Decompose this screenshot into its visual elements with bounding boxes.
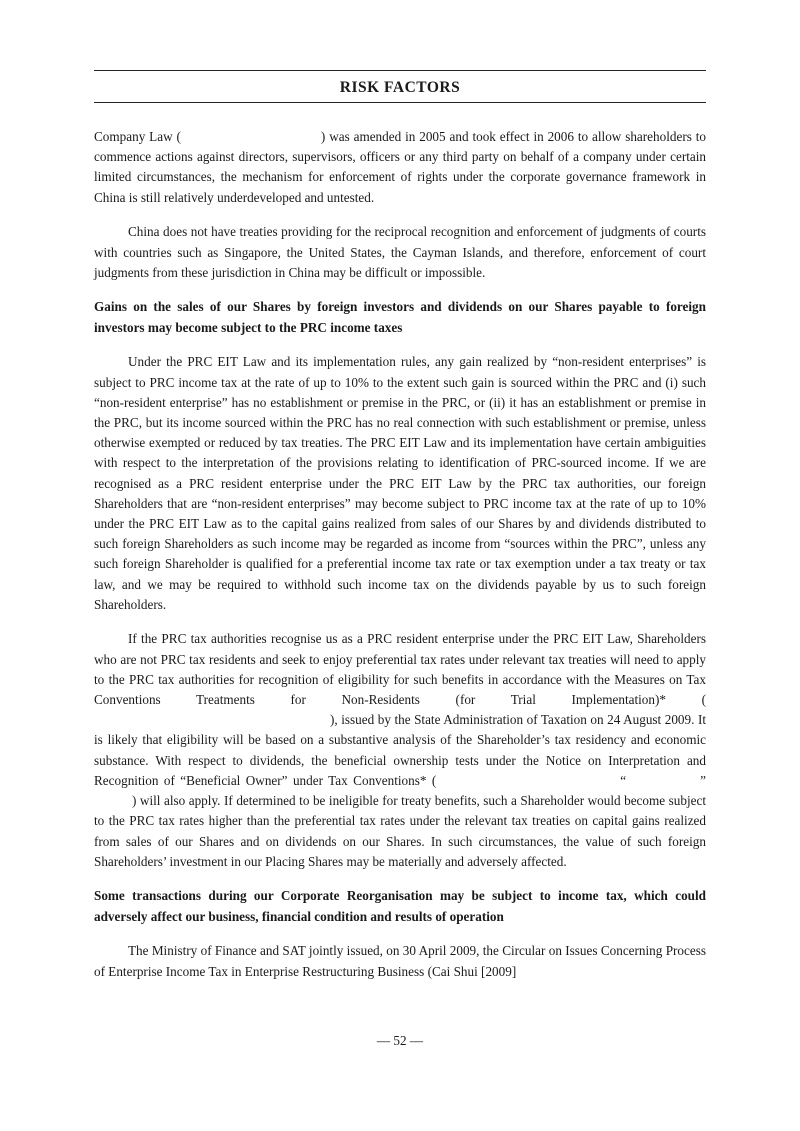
header-top-rule <box>94 70 706 71</box>
quote-mark: “ <box>620 772 627 788</box>
header-bottom-rule <box>94 102 706 103</box>
page-number: — 52 — <box>376 1033 424 1048</box>
paragraph-ministry-circular: The Ministry of Finance and SAT jointly issued, on 30 April 2009, the Circular on Issues Concerning Process of Enterprise Income Tax in Enterprise Restructuring Business (Cai Shui [2009] <box>94 943 706 979</box>
paragraph-text: Company Law ( <box>94 129 181 144</box>
page-title: RISK FACTORS <box>339 79 461 96</box>
paragraph-text: ) was amended in 2005 and took effect in 2006 to allow shareholders to commence actions against directors, supervisors, officers or any third party on behalf of a company under certain limited circumstances, the mechanism for enforcement of rights under the corporate governance framework in China is still relatively underdeveloped and untested. <box>94 129 707 205</box>
paragraph-text: ) will also apply. If determined to be ineligible for treaty benefits, such a Shareholder would become subject to the PRC tax rates higher than the preferential tax rates under the relevant tax treaties on capital gains realized from sales of our Shares and on dividends on our Shares. In such circumstances, the value of such foreign Shareholders’ investment in our Placing Shares may be materially and adversely affected. <box>94 793 706 869</box>
paragraph-treaties: China does not have treaties providing for the reciprocal recognition and enforcement of judgments of courts with countries such as Singapore, the United States, the Cayman Islands, and therefore, enforcement of court judgments from these jurisdiction in China may be difficult or impossible. <box>94 224 706 280</box>
paragraph-text: If the PRC tax authorities recognise us as a PRC resident enterprise under the PRC EIT Law, Shareholders who are not PRC tax residents and seek to enjoy preferential tax rates under relevant tax treaties will need to apply to the PRC tax authorities for recognition of eligibility for such benefits in accordance with the Measures on Tax Conventions Treatments for Non-Residents (for Trial Implementation)* ( <box>94 631 706 708</box>
paragraph-text: ), issued by the State Administration of Taxation on 24 August 2009. It is likely that eligibility will be based on a substantive analysis of the Shareholder’s tax residency and economic substance. With respect to dividends, the beneficial ownership tests under the Notice on Interpretation and Recognition of “Beneficial Owner” under Tax Conventions* ( <box>94 712 706 788</box>
section-heading-gains-tax: Gains on the sales of our Shares by foreign investors and dividends on our Shares payable to foreign investors may become subject to the PRC income taxes <box>94 299 706 335</box>
paragraph-company-law <box>94 127 706 208</box>
section-heading-reorganisation: Some transactions during our Corporate Reorganisation may be subject to income tax, which could adversely affect our business, financial condition and results of operation <box>94 888 706 924</box>
paragraph-tax-residency <box>94 629 706 871</box>
page-header <box>94 70 706 96</box>
document-body <box>94 127 706 996</box>
quote-mark: ” <box>700 772 706 788</box>
paragraph-eit-law: Under the PRC EIT Law and its implementation rules, any gain realized by “non-resident enterprises” is subject to PRC income tax at the rate of up to 10% to the extent such gain is sourced within the PRC and (i) such “non-resident enterprise” has no establishment or premise in the PRC, or (ii) it has an establishment or premise in the PRC, but its income sourced within the PRC has no real connection with such establishment or premise, unless otherwise exempted or reduced by tax treaties. The PRC EIT Law and its implementation have certain ambiguities with respect to the interpretation of the provisions relating to identification of PRC-sourced income. If we are recognised as a PRC resident enterprise under the PRC EIT Law by the PRC tax authorities, our foreign Shareholders that are “non-resident enterprises” may become subject to PRC income tax at the rate of up to 10% under the PRC EIT Law as to the capital gains realized from sales of our Shares by and dividends distributed to such foreign Shareholders as such income may be regarded as income from “sources within the PRC”, unless any such foreign Shareholder is qualified for a preferential income tax rate or tax exemption under a tax treaty or tax law, and we may be required to withhold such income tax on the dividends payable by us to such foreign Shareholders. <box>94 354 706 612</box>
